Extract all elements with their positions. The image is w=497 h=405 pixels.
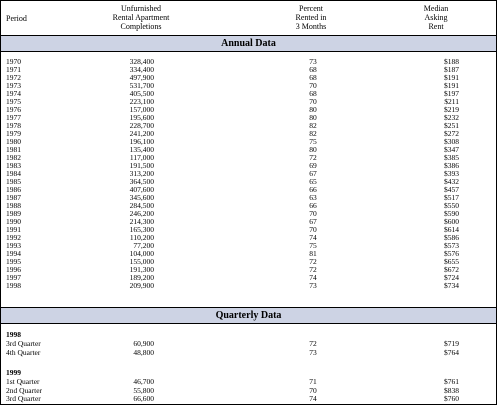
- period-cell: 3rd Quarter: [6, 394, 41, 403]
- period-cell: 1995: [6, 257, 21, 266]
- table-row: [1, 130, 496, 138]
- table-row: [1, 186, 496, 194]
- period-cell: 1990: [6, 217, 21, 226]
- period-cell: 2nd Quarter: [6, 385, 43, 395]
- median-rent-cell: $219: [444, 105, 459, 114]
- header-completions: Unfurnished Rental Apartment Completions: [112, 4, 170, 31]
- table-row: [1, 234, 496, 242]
- median-rent-cell: $600: [444, 217, 459, 226]
- completions-cell: 246,200: [129, 209, 154, 218]
- completions-cell: 66,600: [133, 394, 154, 403]
- percent-rented-cell: 70: [309, 81, 317, 90]
- period-cell: 1989: [6, 209, 21, 218]
- percent-rented-cell: 74: [309, 394, 317, 403]
- percent-rented-cell: 72: [309, 257, 317, 266]
- completions-cell: 209,900: [129, 281, 154, 290]
- period-cell: 1982: [6, 153, 21, 162]
- median-rent-cell: $232: [444, 113, 459, 122]
- completions-cell: 345,600: [129, 193, 154, 202]
- table-row: [1, 74, 496, 82]
- period-cell: 1987: [6, 193, 21, 202]
- table-row: [1, 242, 496, 250]
- completions-cell: 223,100: [129, 97, 154, 106]
- completions-cell: 155,000: [129, 257, 154, 266]
- completions-cell: 189,200: [129, 273, 154, 282]
- table-row: [1, 82, 496, 90]
- table-row: [1, 378, 496, 386]
- header-percent-rented: Percent Rented in 3 Months: [295, 4, 327, 31]
- completions-cell: 195,600: [129, 113, 154, 122]
- table-row: [1, 138, 496, 146]
- header-median-rent: Median Asking Rent: [423, 4, 449, 31]
- table-row: [1, 210, 496, 218]
- table-row: [1, 178, 496, 186]
- completions-cell: 241,200: [129, 129, 154, 138]
- median-rent-cell: $347: [444, 145, 459, 154]
- period-cell: 1984: [6, 169, 21, 178]
- period-cell: 1973: [6, 81, 21, 90]
- quarterly-year-heading: 1998: [6, 330, 21, 339]
- percent-rented-cell: 80: [309, 105, 317, 114]
- median-rent-cell: $393: [444, 169, 459, 178]
- percent-rented-cell: 81: [309, 249, 317, 258]
- median-rent-cell: $838: [444, 385, 459, 395]
- median-rent-cell: $672: [444, 265, 459, 274]
- percent-rented-cell: 68: [309, 89, 317, 98]
- percent-rented-cell: 73: [309, 347, 317, 357]
- median-rent-cell: $576: [444, 249, 459, 258]
- period-cell: 1974: [6, 89, 21, 98]
- percent-rented-cell: 71: [309, 377, 317, 386]
- percent-rented-cell: 66: [309, 185, 317, 194]
- period-cell: 4th Quarter: [6, 347, 41, 357]
- completions-cell: 117,000: [129, 153, 154, 162]
- table-row: [1, 258, 496, 266]
- median-rent-cell: $187: [444, 65, 459, 74]
- median-rent-cell: $432: [444, 177, 459, 186]
- completions-cell: 157,000: [129, 105, 154, 114]
- median-rent-cell: $724: [444, 273, 459, 282]
- completions-cell: 328,400: [129, 57, 154, 66]
- table-row: [1, 170, 496, 178]
- period-cell: 1983: [6, 161, 21, 170]
- percent-rented-cell: 73: [309, 281, 317, 290]
- table-row: [1, 162, 496, 170]
- percent-rented-cell: 70: [309, 385, 317, 395]
- percent-rented-cell: 69: [309, 161, 317, 170]
- completions-cell: 214,300: [129, 217, 154, 226]
- completions-cell: 48,800: [133, 347, 154, 357]
- table-header: [1, 1, 496, 35]
- completions-cell: 55,800: [133, 385, 154, 395]
- percent-rented-cell: 72: [309, 153, 317, 162]
- quarterly-year-heading: 1999: [6, 368, 21, 377]
- period-cell: 1st Quarter: [6, 377, 40, 386]
- period-cell: 1998: [6, 281, 21, 290]
- table-row: [1, 395, 496, 403]
- percent-rented-cell: 74: [309, 273, 317, 282]
- percent-rented-cell: 67: [309, 217, 317, 226]
- percent-rented-cell: 66: [309, 201, 317, 210]
- table-row: [1, 194, 496, 202]
- median-rent-cell: $457: [444, 185, 459, 194]
- completions-cell: 364,500: [129, 177, 154, 186]
- percent-rented-cell: 74: [309, 233, 317, 242]
- percent-rented-cell: 70: [309, 97, 317, 106]
- completions-cell: 284,500: [129, 201, 154, 210]
- median-rent-cell: $586: [444, 233, 459, 242]
- period-cell: 1975: [6, 97, 21, 106]
- median-rent-cell: $590: [444, 209, 459, 218]
- median-rent-cell: $188: [444, 57, 459, 66]
- table-row: [1, 274, 496, 282]
- period-cell: 1997: [6, 273, 21, 282]
- period-cell: 1978: [6, 121, 21, 130]
- period-cell: 1977: [6, 113, 21, 122]
- table-row: [1, 266, 496, 274]
- completions-cell: 334,400: [129, 65, 154, 74]
- table-row: [1, 146, 496, 154]
- completions-cell: 135,400: [129, 145, 154, 154]
- completions-cell: 77,200: [133, 241, 154, 250]
- period-cell: 1994: [6, 249, 21, 258]
- period-cell: 1976: [6, 105, 21, 114]
- period-cell: 1972: [6, 73, 21, 82]
- table-row: [1, 122, 496, 130]
- completions-cell: 405,500: [129, 89, 154, 98]
- period-cell: 1996: [6, 265, 21, 274]
- median-rent-cell: $191: [444, 81, 459, 90]
- median-rent-cell: $719: [444, 339, 459, 348]
- table-row: [1, 90, 496, 98]
- percent-rented-cell: 70: [309, 225, 317, 234]
- period-cell: 1986: [6, 185, 21, 194]
- period-cell: 1980: [6, 137, 21, 146]
- period-cell: 1971: [6, 65, 21, 74]
- table-row: [1, 387, 496, 395]
- percent-rented-cell: 80: [309, 145, 317, 154]
- table-row: [1, 282, 496, 290]
- completions-cell: 228,700: [129, 121, 154, 130]
- median-rent-cell: $517: [444, 193, 459, 202]
- median-rent-cell: $760: [444, 394, 459, 403]
- percent-rented-cell: 73: [309, 57, 317, 66]
- table-row: [1, 250, 496, 258]
- median-rent-cell: $251: [444, 121, 459, 130]
- percent-rented-cell: 75: [309, 241, 317, 250]
- table-row: [1, 226, 496, 234]
- table-row: [1, 340, 496, 348]
- median-rent-cell: $655: [444, 257, 459, 266]
- percent-rented-cell: 68: [309, 73, 317, 82]
- completions-cell: 46,700: [133, 377, 154, 386]
- period-cell: 1985: [6, 177, 21, 186]
- median-rent-cell: $308: [444, 137, 459, 146]
- completions-cell: 196,100: [129, 137, 154, 146]
- median-rent-cell: $573: [444, 241, 459, 250]
- table-row: [1, 98, 496, 106]
- table-row: [1, 58, 496, 66]
- median-rent-cell: $761: [444, 377, 459, 386]
- median-rent-cell: $386: [444, 161, 459, 170]
- percent-rented-cell: 72: [309, 265, 317, 274]
- table-row: [1, 114, 496, 122]
- completions-cell: 191,300: [129, 265, 154, 274]
- median-rent-cell: $550: [444, 201, 459, 210]
- period-cell: 1991: [6, 225, 21, 234]
- completions-cell: 407,600: [129, 185, 154, 194]
- period-cell: 1993: [6, 241, 21, 250]
- period-cell: 1970: [6, 57, 21, 66]
- table-row: [1, 154, 496, 162]
- percent-rented-cell: 67: [309, 169, 317, 178]
- median-rent-cell: $191: [444, 73, 459, 82]
- percent-rented-cell: 82: [309, 129, 317, 138]
- completions-cell: 191,500: [129, 161, 154, 170]
- table-row: [1, 349, 496, 357]
- annual-data-heading: Annual Data: [1, 35, 496, 52]
- quarterly-data-heading: Quarterly Data: [1, 307, 496, 324]
- header-period: Period: [6, 14, 27, 23]
- period-cell: 3rd Quarter: [6, 339, 41, 348]
- completions-cell: 531,700: [129, 81, 154, 90]
- percent-rented-cell: 80: [309, 113, 317, 122]
- median-rent-cell: $385: [444, 153, 459, 162]
- table-row: [1, 218, 496, 226]
- period-cell: 1979: [6, 129, 21, 138]
- table-row: [1, 66, 496, 74]
- median-rent-cell: $764: [444, 347, 459, 357]
- completions-cell: 60,900: [133, 339, 154, 348]
- percent-rented-cell: 82: [309, 121, 317, 130]
- period-cell: 1981: [6, 145, 21, 154]
- median-rent-cell: $197: [444, 89, 459, 98]
- period-cell: 1992: [6, 233, 21, 242]
- percent-rented-cell: 75: [309, 137, 317, 146]
- percent-rented-cell: 72: [309, 339, 317, 348]
- completions-cell: 104,000: [129, 249, 154, 258]
- completions-cell: 497,900: [129, 73, 154, 82]
- completions-cell: 110,200: [129, 233, 154, 242]
- median-rent-cell: $614: [444, 225, 459, 234]
- table-row: [1, 106, 496, 114]
- percent-rented-cell: 68: [309, 65, 317, 74]
- median-rent-cell: $272: [444, 129, 459, 138]
- median-rent-cell: $211: [444, 97, 459, 106]
- table-row: [1, 202, 496, 210]
- completions-cell: 165,300: [129, 225, 154, 234]
- median-rent-cell: $734: [444, 281, 459, 290]
- period-cell: 1988: [6, 201, 21, 210]
- percent-rented-cell: 63: [309, 193, 317, 202]
- completions-cell: 313,200: [129, 169, 154, 178]
- percent-rented-cell: 65: [309, 177, 317, 186]
- percent-rented-cell: 70: [309, 209, 317, 218]
